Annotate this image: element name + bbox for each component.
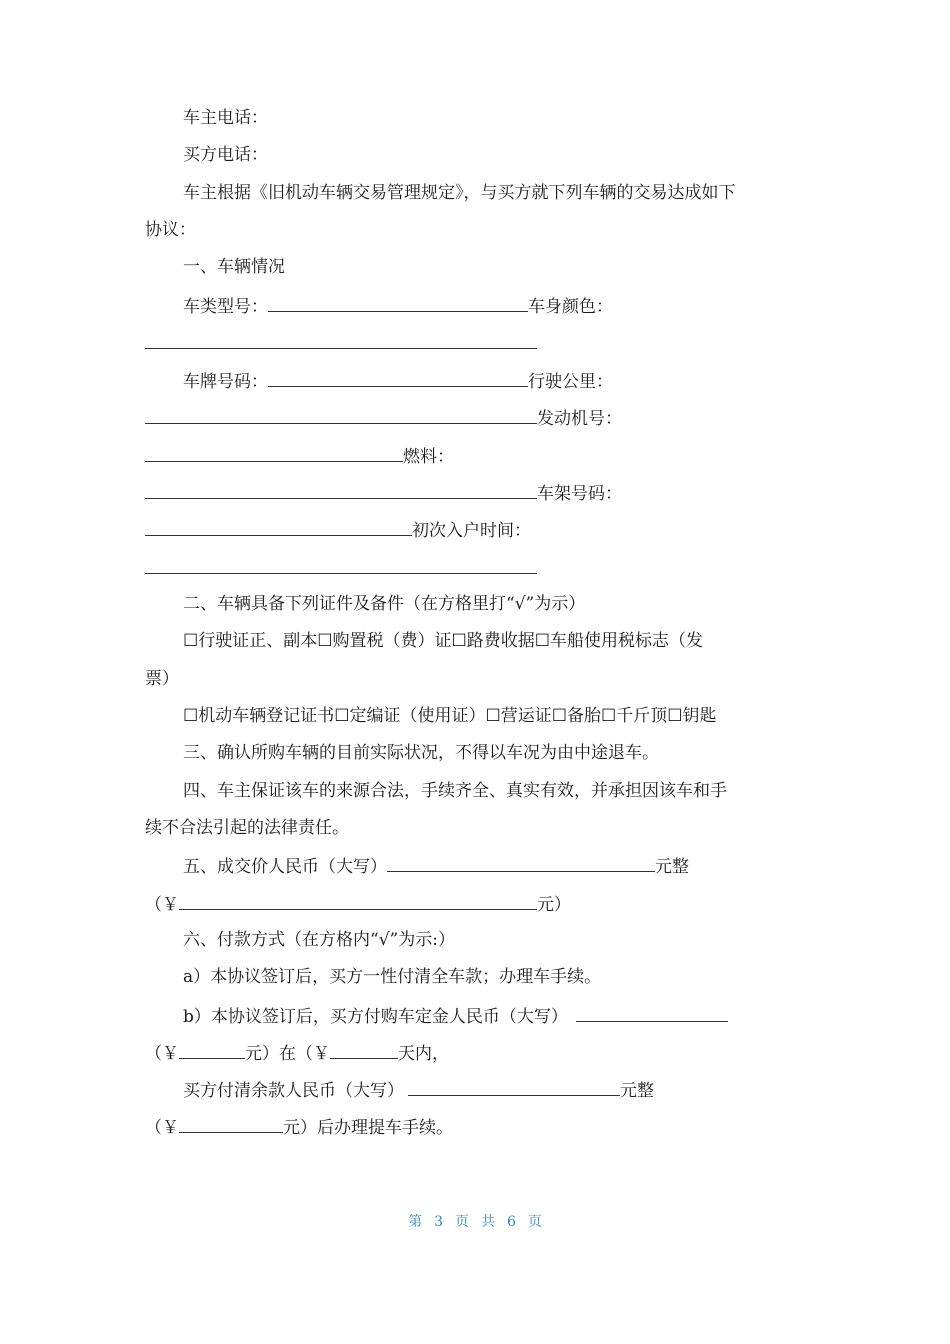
body-color-blank-line: [145, 330, 825, 354]
yuan-close: 元）: [537, 895, 571, 915]
deposit-capital-blank: [576, 1003, 728, 1022]
footer-current-page: 3: [434, 1214, 443, 1230]
price-numeric-line: [145, 891, 825, 915]
price-numeric-blank: [179, 891, 537, 910]
docs-text-2: 票）: [145, 669, 179, 689]
balance-numeric-blank: [179, 1114, 283, 1133]
first-registration-blank-line: [145, 555, 825, 579]
first-registration-blank: [145, 555, 537, 574]
docs-line-3: [183, 704, 823, 728]
section-4-text-2: 续不合法引起的法律责任。: [145, 818, 349, 838]
section-2-title-text: 二、车辆具备下列证件及备件（在方格里打“√”为示）: [183, 594, 586, 614]
days-blank: [330, 1040, 398, 1059]
footer-label-3: 共: [481, 1214, 495, 1230]
intro-text-2: 协议：: [145, 220, 196, 240]
section-1-title: [183, 255, 823, 279]
frame-number-label: 车架号码：: [537, 484, 622, 504]
deposit-numeric-blank: [179, 1040, 245, 1059]
body-color-blank: [145, 330, 537, 349]
balance-line: [183, 1077, 823, 1101]
balance-capital-blank: [408, 1077, 620, 1096]
footer-label-2: 页: [455, 1214, 469, 1230]
section-2-title: [183, 592, 823, 616]
vehicle-model-line: [183, 293, 823, 317]
first-registration-label: 初次入户时间：: [412, 521, 531, 541]
intro-line-1: [183, 181, 823, 205]
vehicle-model-label: 车类型号：: [183, 297, 268, 317]
engine-number-label: 发动机号：: [537, 409, 622, 429]
engine-number-blank: [145, 443, 403, 462]
section-4-line-1: [183, 779, 823, 803]
price-capital-blank: [387, 853, 655, 872]
docs-text-1: ☐行驶证正、副本☐购置税（费）证☐路费收据☐车船使用税标志（发: [183, 631, 703, 651]
final-suffix: 元）后办理提车手续。: [283, 1118, 453, 1138]
intro-text-1: 车主根据《旧机动车辆交易管理规定》，与买方就下列车辆的交易达成如下: [183, 183, 736, 203]
section-3-text: 三、确认所购车辆的目前实际状况，不得以车况为由中途退车。: [183, 743, 659, 763]
b-yuan-in: 元）在（￥: [245, 1044, 330, 1064]
final-yen-open: （￥: [145, 1118, 179, 1138]
section-4-text-1: 四、车主保证该车的来源合法，手续齐全、真实有效，并承担因该车和手: [183, 781, 727, 801]
mileage-label: 行驶公里：: [528, 372, 613, 392]
fuel-blank: [145, 480, 537, 499]
page-footer: [0, 1212, 950, 1232]
balance-prefix: 买方付清余款人民币（大写）: [183, 1081, 404, 1101]
first-registration-line: [145, 517, 825, 541]
section-6-title: [183, 928, 823, 952]
intro-line-2: [145, 218, 825, 242]
engine-number-line: [145, 405, 825, 429]
section-1-title-text: 一、车辆情况: [183, 257, 285, 277]
owner-phone-line: [183, 106, 823, 130]
b-days: 天内，: [398, 1044, 449, 1064]
buyer-phone-label: 买方电话：: [183, 145, 268, 165]
section-3: [183, 741, 823, 765]
footer-label-4: 页: [527, 1214, 542, 1230]
footer-label-1: 第: [408, 1214, 423, 1230]
fuel-line: [145, 443, 825, 467]
body-color-label: 车身颜色：: [528, 297, 613, 317]
section-6-title-text: 六、付款方式（在方格内“√”为示:）: [183, 930, 455, 950]
option-b-text: b）本协议签订后，买方付购车定金人民币（大写）: [183, 1007, 568, 1027]
option-b-line: [183, 1003, 823, 1027]
option-a-text: a）本协议签订后，买方一性付清全车款；办理车手续。: [183, 967, 602, 987]
deposit-numeric-line: [145, 1040, 825, 1064]
section-4-line-2: [145, 816, 825, 840]
docs-line-2: [145, 667, 825, 691]
section-5-prefix: 五、成交价人民币（大写）: [183, 857, 387, 877]
footer-total-pages: 6: [507, 1214, 516, 1230]
yen-open: （￥: [145, 895, 179, 915]
mileage-blank: [145, 405, 537, 424]
owner-phone-label: 车主电话：: [183, 108, 268, 128]
section-5-suffix: 元整: [655, 857, 689, 877]
plate-number-line: [183, 368, 823, 392]
plate-number-blank: [268, 368, 528, 387]
fuel-label: 燃料：: [403, 447, 454, 467]
docs-text-3: ☐机动车辆登记证书☐定编证（使用证）☐营运证☐备胎☐千斤顶☐钥匙: [183, 706, 717, 726]
option-a-line: [183, 965, 823, 989]
buyer-phone-line: [183, 143, 823, 167]
plate-number-label: 车牌号码：: [183, 372, 268, 392]
b-yen-open: （￥: [145, 1044, 179, 1064]
balance-suffix: 元整: [620, 1081, 654, 1101]
balance-numeric-line: [145, 1114, 825, 1138]
frame-number-line: [145, 480, 825, 504]
section-5-line: [183, 853, 823, 877]
frame-number-blank: [145, 517, 412, 536]
vehicle-model-blank: [268, 293, 528, 312]
docs-line-1: [183, 629, 823, 653]
